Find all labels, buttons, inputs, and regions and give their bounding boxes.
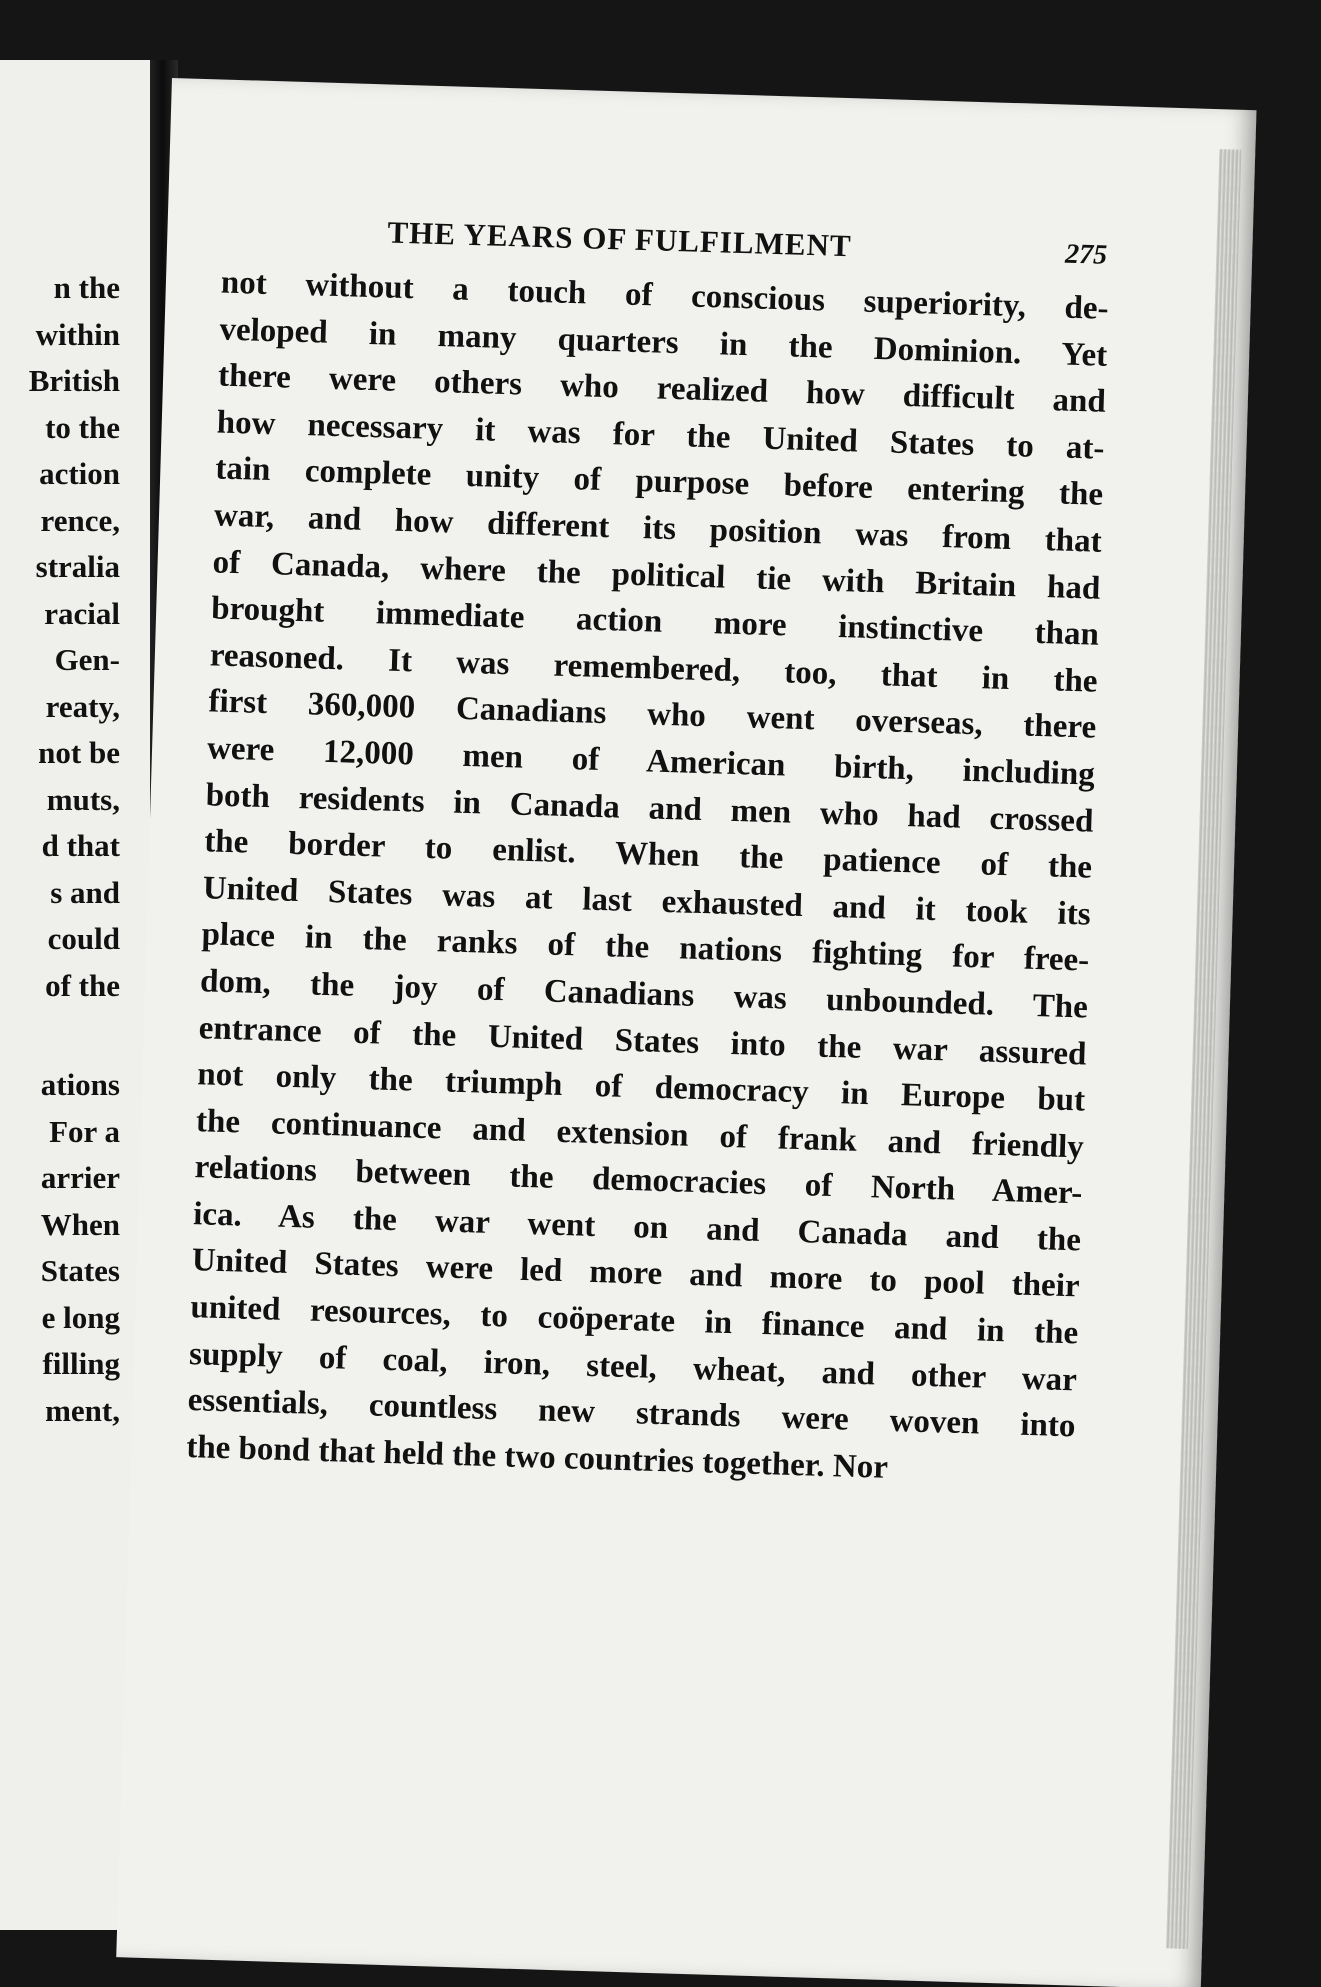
left-fragment: ment, — [45, 1392, 120, 1428]
text-line: were 12,000 men of American birth, including — [206, 730, 1096, 793]
body-text — [186, 260, 1110, 1497]
text-line: place in the ranks of the nations fighting for free- — [201, 916, 1090, 979]
page-number: 275 — [1064, 238, 1108, 271]
left-fragment: to the — [45, 409, 120, 445]
text-line: how necessary it was for the United States to at- — [216, 404, 1105, 467]
text-line: first 360,000 Canadians who went overseas, there — [207, 683, 1097, 747]
text-line: tain complete unity of purpose before entering the — [214, 450, 1104, 514]
left-fragment: When — [40, 1206, 120, 1242]
text-line: relations between the democracies of North Amer- — [194, 1149, 1083, 1212]
text-line: veloped in many quarters in the Dominion. Yet — [219, 311, 1108, 374]
left-fragment: arrier — [40, 1160, 120, 1195]
left-fragment: racial — [44, 595, 120, 631]
left-fragment: s and — [50, 874, 120, 910]
left-fragment: stralia — [35, 549, 120, 584]
paragraph-gap — [29, 1009, 120, 1062]
left-fragment: Gen- — [54, 642, 120, 677]
left-fragment: within — [35, 316, 120, 352]
left-fragment: British — [28, 363, 120, 398]
left-fragment: States — [40, 1253, 120, 1288]
left-fragment: For a — [49, 1113, 120, 1149]
text-line: ica. As the war went on and Canada and the — [192, 1196, 1082, 1259]
text-line: of Canada, where the political tie with Britain had — [212, 543, 1101, 607]
text-line: there were others who realized how difficult and — [217, 357, 1107, 421]
left-fragment: not be — [38, 735, 120, 770]
text-line: reasoned. It was remembered, too, that in the — [209, 637, 1099, 700]
left-fragment: d that — [41, 828, 120, 863]
text-line: not without a touch of conscious superiority, de- — [220, 264, 1110, 327]
text-line: the bond that held the two countries together. Nor — [185, 1428, 889, 1486]
text-line: entrance of the United States into the war assured — [198, 1009, 1087, 1073]
right-page — [116, 78, 1256, 1987]
text-line: war, and how different its position was from that — [213, 497, 1103, 560]
left-fragment: filling — [42, 1346, 120, 1381]
left-fragment: of the — [45, 967, 120, 1003]
text-line: dom, the joy of Canadians was unbounded. The — [199, 963, 1089, 1026]
left-page-text-fragments — [29, 265, 120, 1434]
text-line: not only the triumph of democracy in Europe but — [196, 1056, 1086, 1119]
page-edge-shading — [1166, 149, 1241, 1949]
left-fragment: n the — [53, 270, 120, 305]
left-fragment: action — [39, 456, 120, 491]
text-line: the border to enlist. When the patience of the — [203, 823, 1093, 886]
text-line: essentials, countless new strands were woven into — [187, 1382, 1076, 1445]
left-fragment: ations — [40, 1067, 120, 1102]
text-line: united resources, to coöperate in finance and in the — [190, 1289, 1079, 1352]
left-fragment: could — [47, 921, 120, 956]
left-fragment: muts, — [46, 781, 120, 817]
text-line: the continuance and extension of frank and friendly — [195, 1102, 1085, 1166]
text-line: United States were led more and more to pool their — [191, 1242, 1081, 1305]
running-title: THE YEARS OF FULFILMENT — [387, 214, 853, 264]
text-line: both residents in Canada and men who had crossed — [205, 776, 1094, 840]
left-fragment: reaty, — [45, 688, 120, 724]
left-fragment: rence, — [40, 502, 120, 538]
text-line: United States was at last exhausted and it took its — [202, 870, 1092, 933]
text-line: supply of coal, iron, steel, wheat, and other war — [188, 1335, 1078, 1399]
text-line: brought immediate action more instinctive than — [210, 590, 1100, 653]
left-fragment: e long — [41, 1299, 120, 1335]
